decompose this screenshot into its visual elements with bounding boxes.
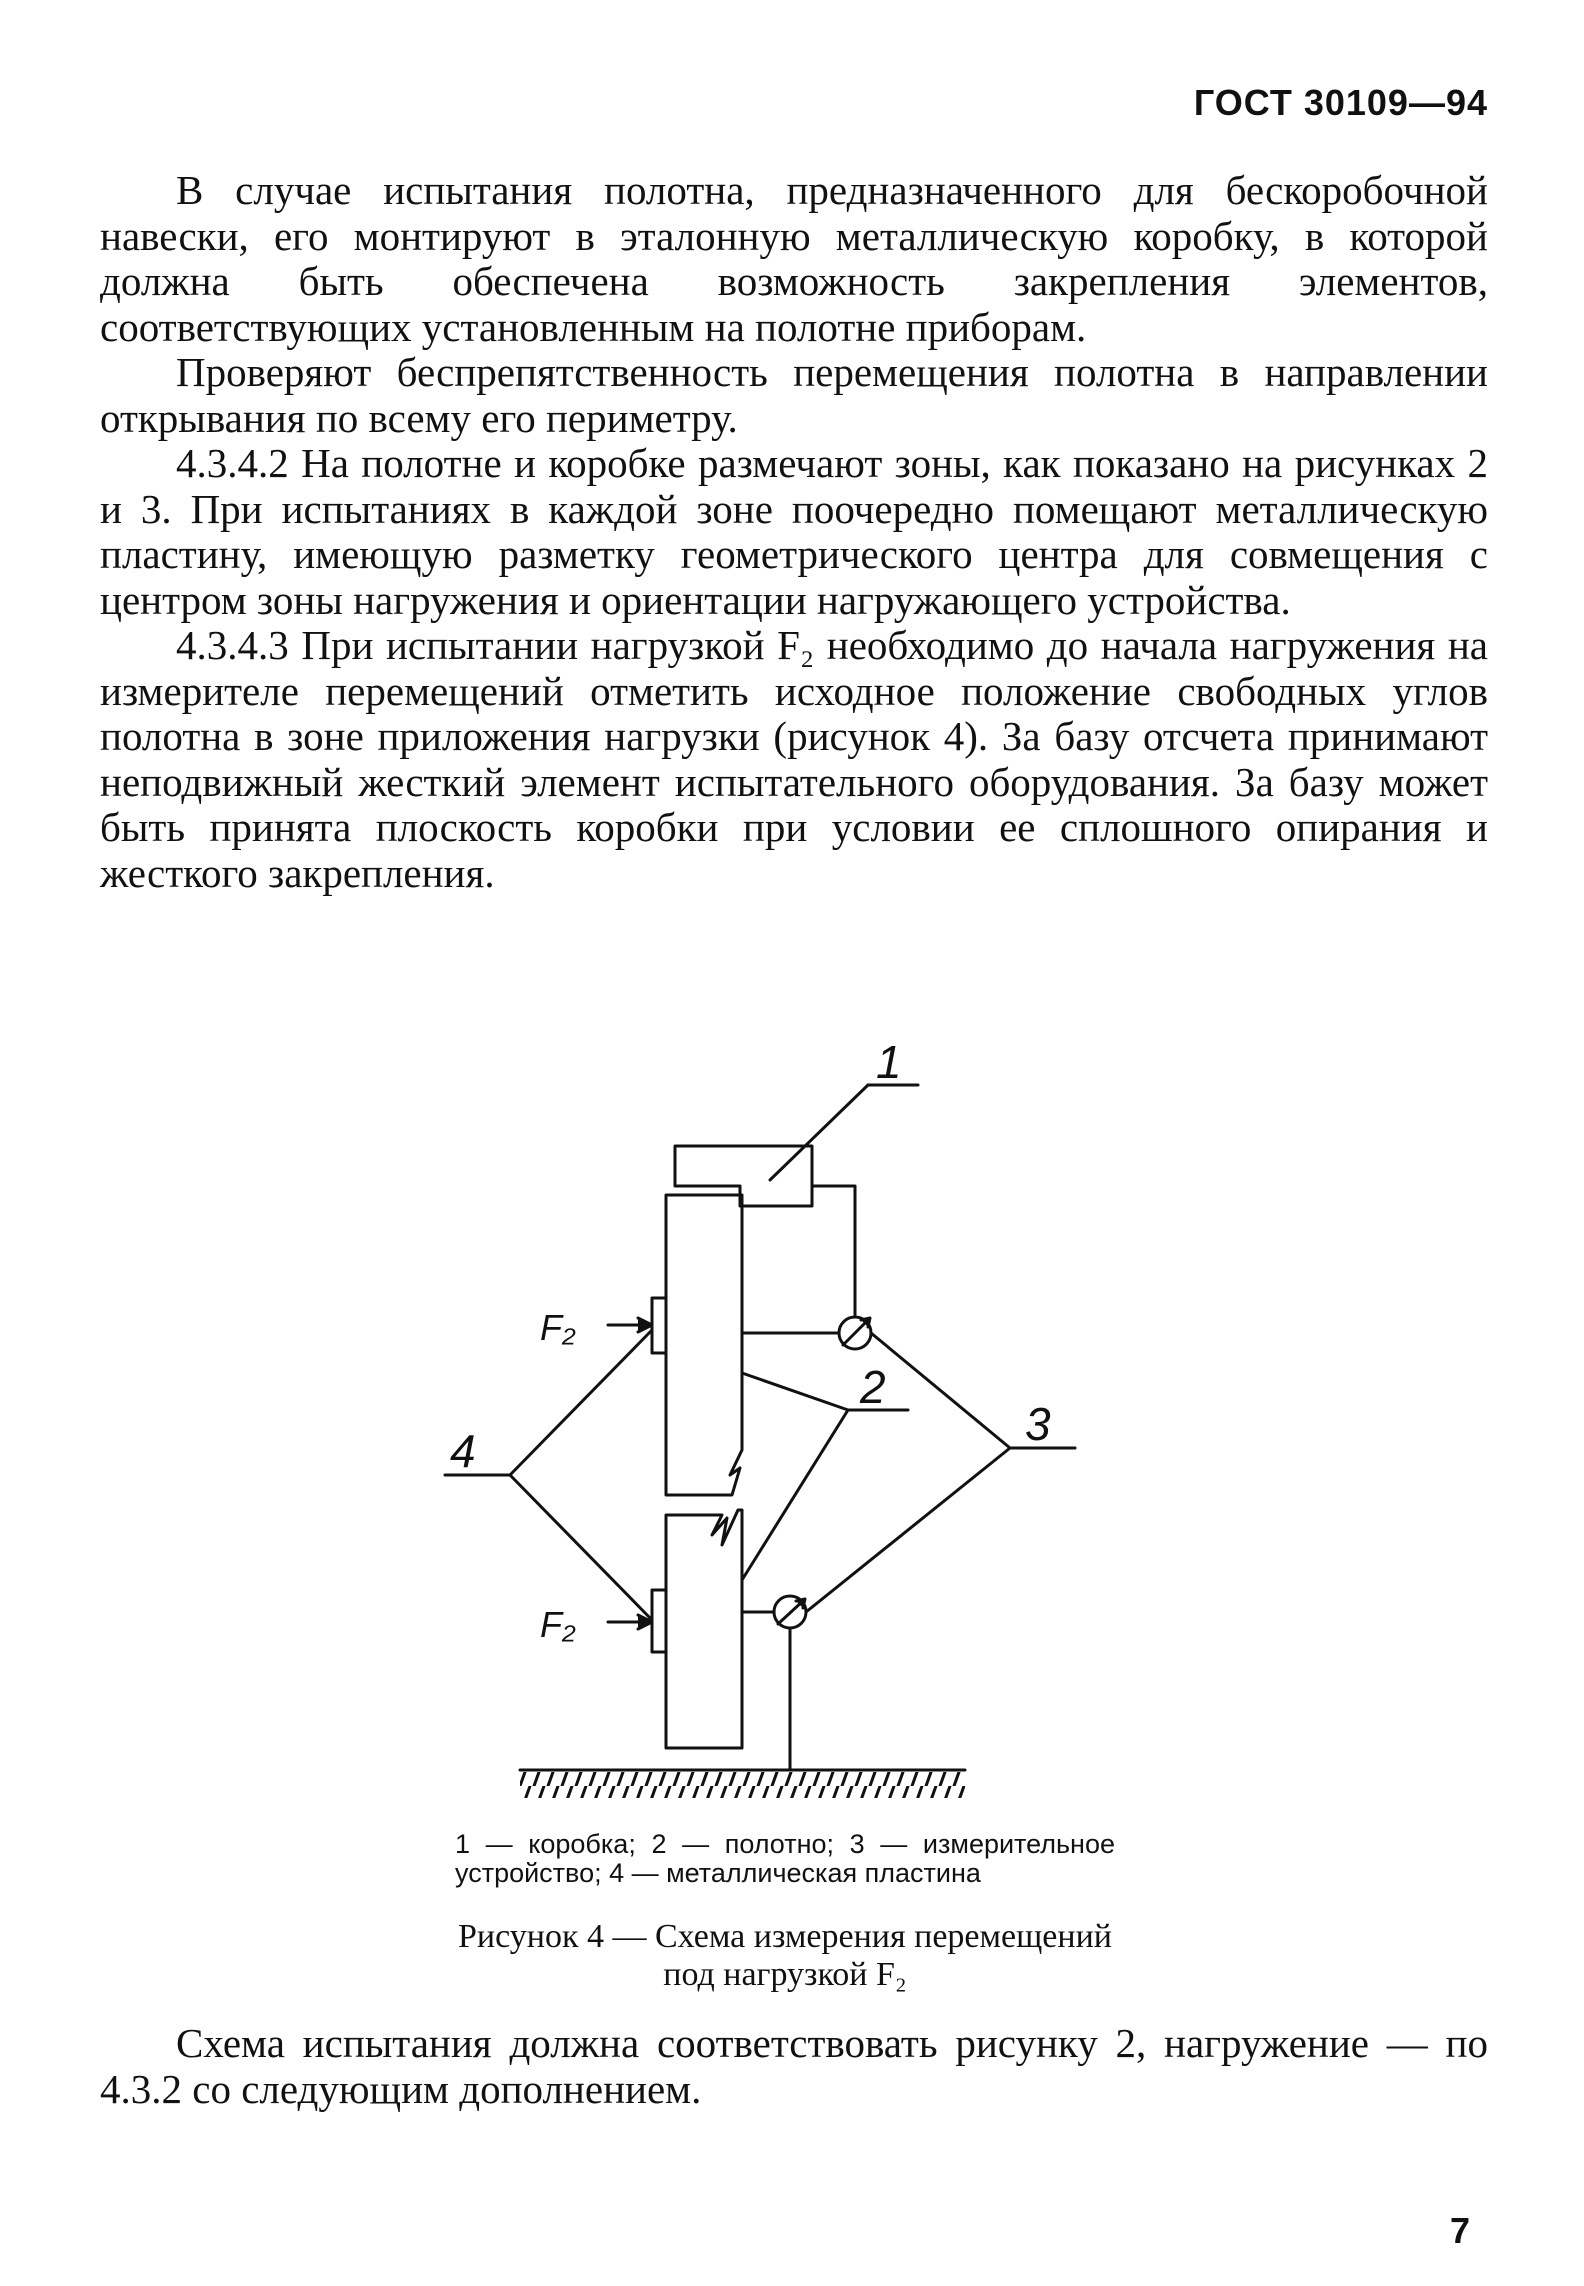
force-arrowhead-upper xyxy=(638,1318,652,1332)
paragraph-frameless-mounting: В случае испытания полотна, предназначенного для бескоробочной навески, его монтируют в эталонную металлическую коробку, в которой должна быть обеспечена возможность закрепления элементов, соответствующих установленным на полотне приборам. xyxy=(100,167,1488,350)
figure-caption: Рисунок 4 — Схема измерения перемещений под нагрузкой F₂ xyxy=(458,1918,1112,1993)
callout-line-leaf-lower xyxy=(742,1410,848,1580)
callout-line-box xyxy=(770,1085,868,1180)
paragraph-4-3-4-2: 4.3.4.2 На полотне и коробке размечают зоны, как показано на рисунках 2 и 3. При испытаниях в каждой зоне поочередно помещают металлическую пластину, имеющую разметку геометрического центра для совмещения с центром зоны нагружения и ориентации нагружающего устройства. xyxy=(100,440,1488,623)
callout-meter-number: 3 xyxy=(1025,1398,1051,1450)
paragraph-check-movement: Проверяют беспрепятственность перемещения полотна в направлении открывания по всему его периметру. xyxy=(100,349,1488,441)
leaf-lower xyxy=(666,1510,742,1748)
callout-line-meter-upper xyxy=(871,1333,1010,1448)
figure-legend: 1 — коробка; 2 — полотно; 3 — измерительное устройство; 4 — металлическая пластина xyxy=(455,1829,1115,1888)
plate-lower xyxy=(652,1590,666,1652)
callout-leaf-number: 2 xyxy=(860,1361,886,1413)
callout-line-plate-upper xyxy=(510,1330,652,1475)
closing-paragraph: Схема испытания должна соответствовать рисунку 2, нагружение — по 4.3.2 со следующим дополнением. xyxy=(100,2020,1488,2112)
callout-box-number: 1 xyxy=(876,1036,902,1088)
plate-upper xyxy=(652,1298,666,1353)
meter-upper-to-box xyxy=(812,1186,855,1317)
body-text xyxy=(100,168,1488,896)
document-code-header: ГОСТ 30109—94 xyxy=(1193,82,1488,123)
force-label-upper: F₂ xyxy=(540,1307,576,1348)
callout-plate-number: 4 xyxy=(450,1425,476,1477)
callout-line-leaf-upper xyxy=(742,1373,848,1410)
leaf-upper xyxy=(666,1195,742,1495)
closing-text xyxy=(100,2020,1488,2112)
page-number: 7 xyxy=(1449,2210,1470,2251)
callout-line-plate-lower xyxy=(510,1475,652,1620)
callout-line-meter-lower xyxy=(806,1448,1010,1612)
paragraph-4-3-4-3: 4.3.4.3 При испытании нагрузкой F₂ необходимо до начала нагружения на измерителе перемещений отметить исходное положение свободных углов полотна в зоне приложения нагрузки (рисунок 4). За базу отсчета принимают неподвижный жесткий элемент испытательного оборудования. За базу может быть принята плоскость коробки при условии ее сплошного опирания и жесткого закрепления. xyxy=(100,622,1488,896)
figure-4-diagram xyxy=(420,1030,1140,1820)
ground-hatching xyxy=(520,1772,965,1798)
force-label-lower: F₂ xyxy=(540,1604,576,1645)
